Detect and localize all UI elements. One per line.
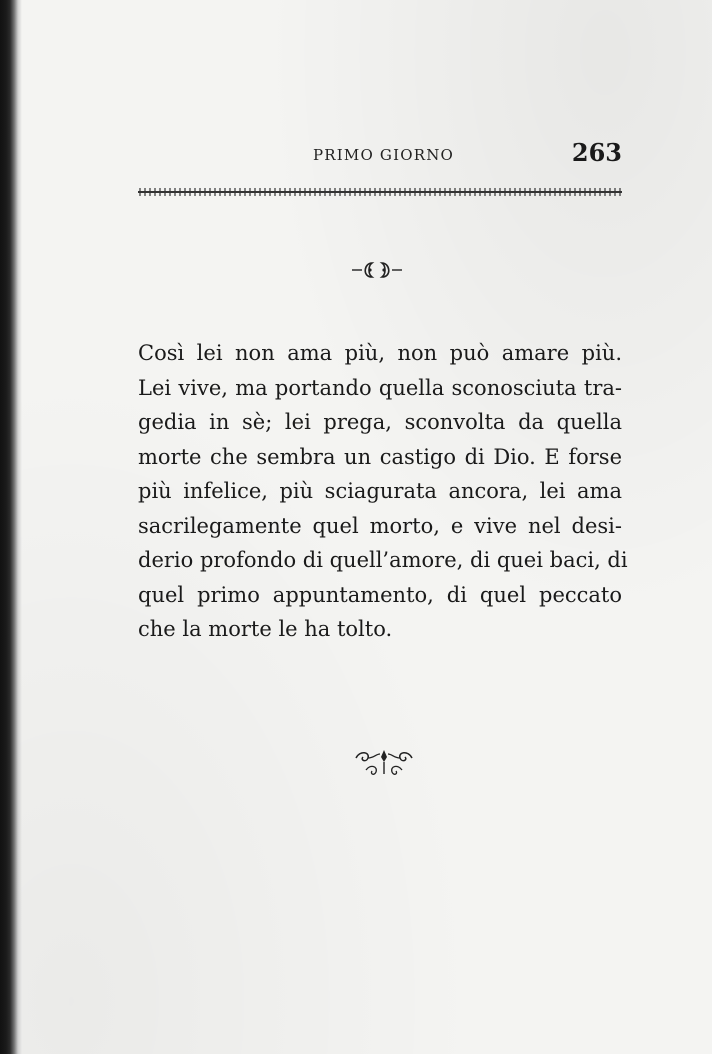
text-line: derio profondo di quell’amore, di quei baci, di bbox=[138, 548, 628, 572]
running-title: PRIMO GIORNO bbox=[313, 146, 455, 164]
text-line: Lei vive, ma portando quella sconosciuta tra- bbox=[138, 375, 622, 400]
page-number: 263 bbox=[571, 138, 622, 167]
binding-edge bbox=[0, 0, 22, 1054]
text-line: sacrilegamente quel morto, e vive nel desi- bbox=[138, 513, 622, 538]
text-line: che la morte le ha tolto. bbox=[138, 617, 393, 641]
text-line: morte che sembra un castigo di Dio. E forse bbox=[138, 444, 622, 469]
running-head bbox=[138, 138, 622, 168]
body-text bbox=[138, 336, 628, 647]
tailpiece-ornament-icon bbox=[352, 748, 416, 778]
section-ornament-icon bbox=[350, 258, 404, 280]
text-line: quel primo appuntamento, di quel peccato bbox=[138, 582, 622, 607]
text-line: gedia in sè; lei prega, sconvolta da quella bbox=[138, 410, 622, 434]
text-line: Così lei non ama più, non può amare più. bbox=[138, 341, 622, 365]
text-line: più infelice, più sciagurata ancora, lei ama bbox=[138, 479, 622, 503]
decorative-rule bbox=[138, 186, 622, 198]
